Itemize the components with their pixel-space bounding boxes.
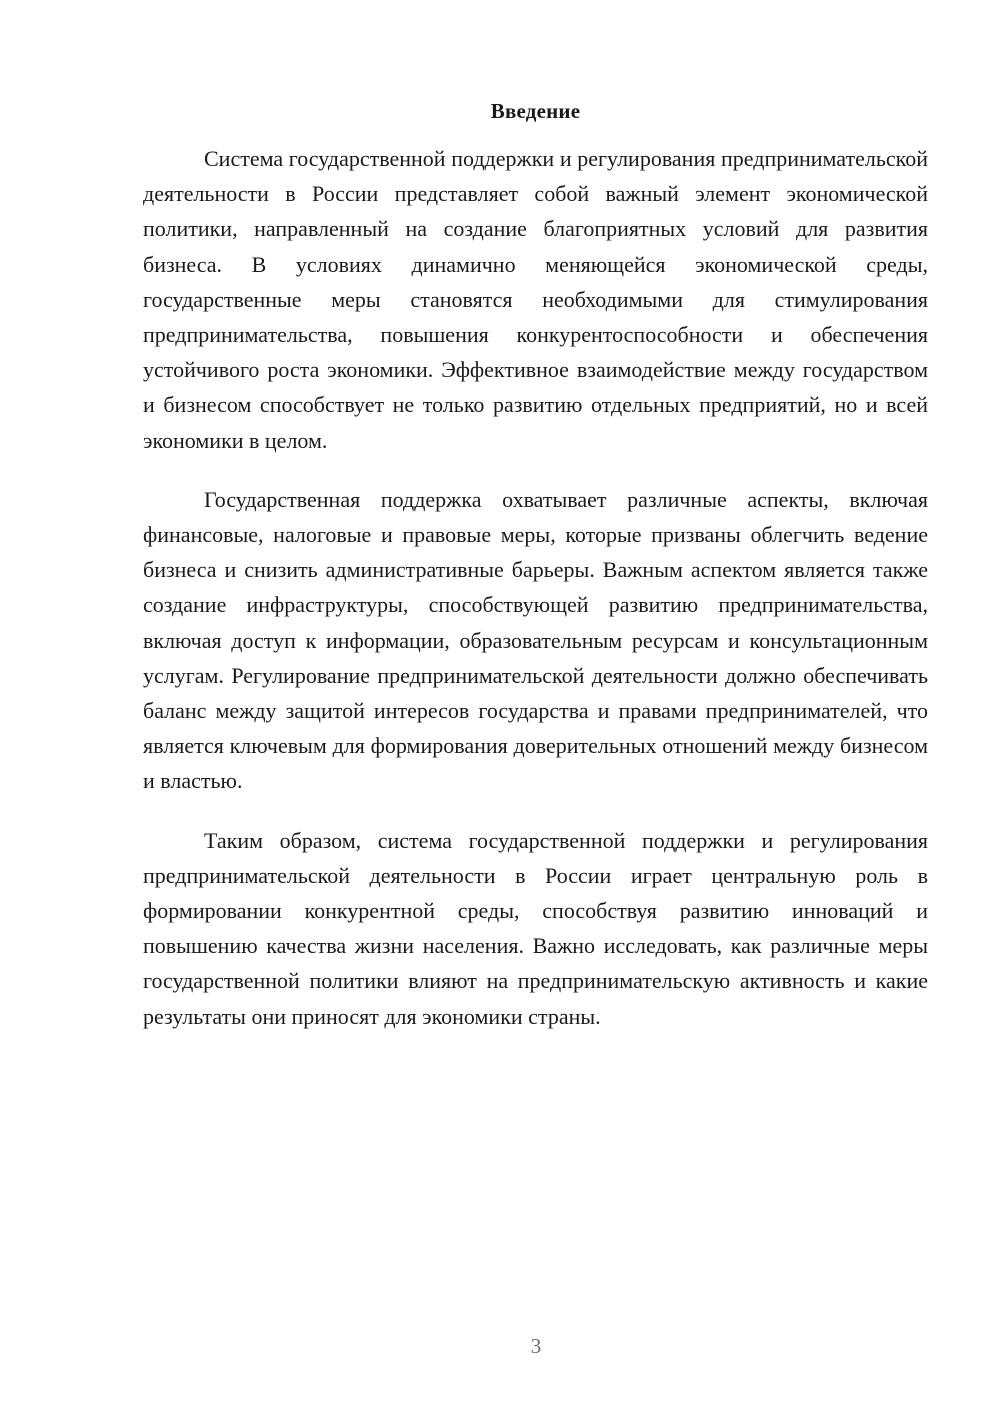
document-body [143,141,928,1058]
page-number: 3 [530,1334,542,1358]
paragraph: Таким образом, система государственной поддержки и регулирования предпринимательской деятельности в России играет центральную роль в формировании конкурентной среды, способствуя развитию инноваций и повышению качества жизни населения. Важно исследовать, как различные меры государственной политики влияют на предпринимательскую активность и какие результаты они приносят для экономики страны. [143,827,928,1029]
section-title: Введение [490,99,581,123]
paragraph: Государственная поддержка охватывает различные аспекты, включая финансовые, налоговые и правовые меры, которые призваны облегчить ведение бизнеса и снизить административные барьеры. Важным аспектом является также создание инфраструктуры, способствующей развитию предпринимательства, включая доступ к информации, образовательным ресурсам и консультационным услугам. Регулирование предпринимательской деятельности должно обеспечивать баланс между защитой интересов государства и правами предпринимателей, что является ключевым для формирования доверительных отношений между бизнесом и властью. [143,486,928,794]
paragraph: Система государственной поддержки и регулирования предпринимательской деятельности в России представляет собой важный элемент экономической политики, направленный на создание благоприятных условий для развития бизнеса. В условиях динамично меняющейся экономической среды, государственные меры становятся необходимыми для стимулирования предпринимательства, повышения конкурентоспособности и обеспечения устойчивого роста экономики. Эффективное взаимодействие между государством и бизнесом способствует не только развитию отдельных предприятий, но и всей экономики в целом. [143,146,928,453]
